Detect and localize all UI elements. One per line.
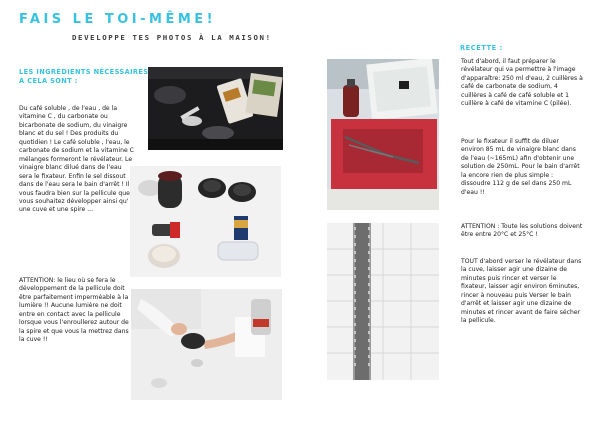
ingredients-heading: LES INGRÉDIENTS NÉCESSAIRES À CELA SONT : xyxy=(19,68,149,85)
containers-photo xyxy=(130,166,281,277)
page-subtitle: DEVELOPPE TES PHOTOS À LA MAISON! xyxy=(72,33,272,42)
trays-photo xyxy=(327,59,439,210)
warning-text: ATTENTION: le lieu où se fera le développement de la pellicule doit être parfaitement imperméable à la lumière !! Aucune lumière ne doit entre en contact avec la pellicule lorsque vous l'enroullerez autour de la spire et que vous la mettrez dans la cuve !! xyxy=(19,277,129,344)
steps-text: TOUT d'abord verser le révélateur dans la cuve, laisser agir une dizaine de minutes puis rincer et verser le fixateur, laisser agir environ 6minutes, rincer à nouveau puis Verser le bain d'arrêt et laisser agir une dizaine de minutes et rincer avant de faire sécher la pellicule. xyxy=(461,258,582,325)
ingredients-text: Du café soluble , de l'eau , de la vitamine C , du carbonate ou bicarbonate de sodium, du vinaigre blanc et du sel ! Des produits du quotidien ! Le café soluble , l'eau, le carbonate de sodium et la vitamine C mélanges formeront le révélateur. Le vinaigre blanc dilué dans de l'eau sera le fixateur. Enfin le sel dissout dans de l'eau sera le bain d'arrêt ! Il vous faudra bien sur la pellicule que vous souhaitez développer ainsi qu' une cuve et une spire ... xyxy=(19,105,134,214)
recette-heading: RECETTE : xyxy=(460,44,503,52)
film-strip-photo xyxy=(327,223,439,380)
ingredients-photo xyxy=(148,67,283,150)
page-title: FAIS LE TOI-MÊME! xyxy=(19,12,217,27)
fixateur-text: Pour le fixateur il suffit de diluer environ 85 mL de vinaigre blanc dans de l'eau (~165mL) afin d'obtenir une solution de 250mL. Pour le bain d'arrêt la encore rien de plus simple : dissoudre 112 g de sel dans 250 mL d'eau !! xyxy=(461,138,580,196)
recette-text: Tout d'abord, il faut préparer le révélateur qui va permettre à l'image d'apparaître: 250 ml d'eau, 2 cuillères à café de carbonate de sodium, 4 cuillères à café de café soluble et 1 cuillère à café de vitamine C (pilée). xyxy=(461,58,583,108)
hands-photo xyxy=(131,289,282,400)
temperature-warning: ATTENTION : Toute les solutions doivent être entre 20°C et 25°C ! xyxy=(461,223,583,239)
